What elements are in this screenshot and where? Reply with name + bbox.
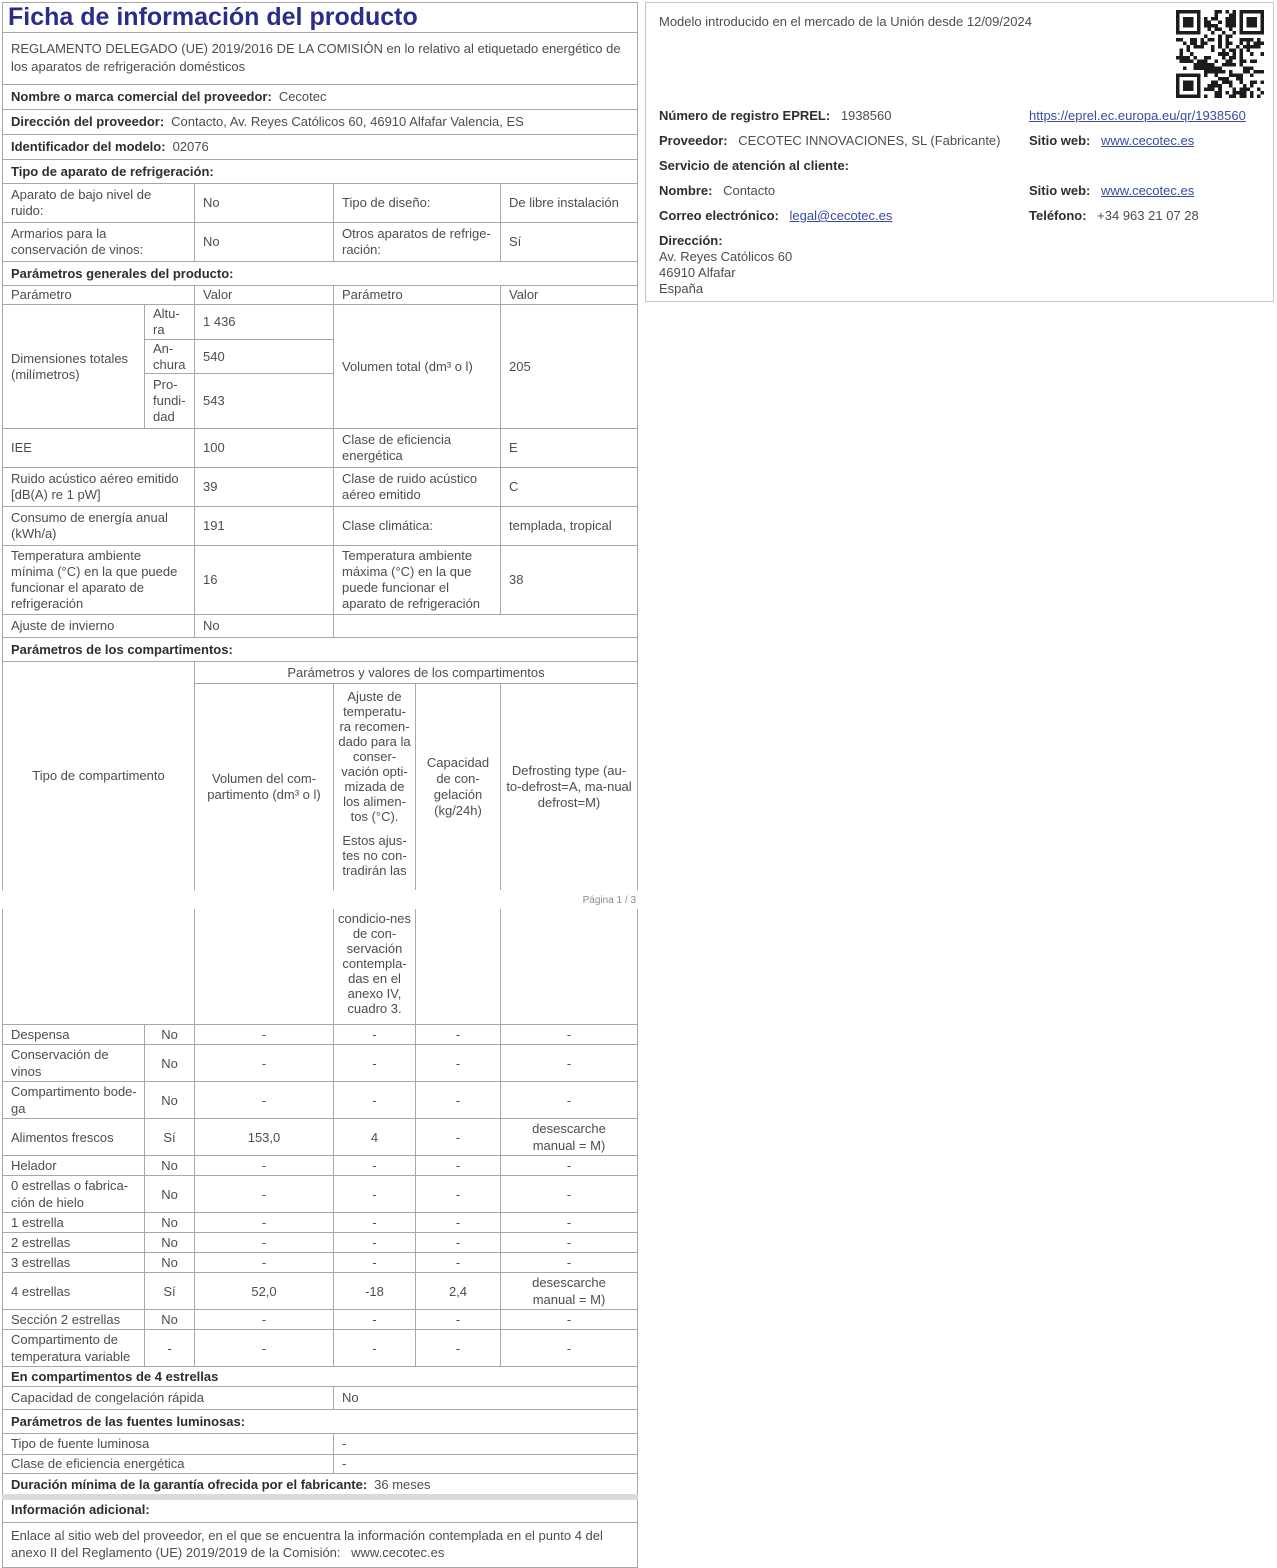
param-cell: Temperatura ambiente máxima (°C) en la que puede funcionar el aparato de refrigeración — [333, 546, 500, 614]
model-id-row — [2, 134, 638, 160]
compartments-group-header: Parámetros y valores de los compartimentos — [194, 662, 637, 684]
compartment-temp: - — [333, 1156, 415, 1175]
product-fiche-document — [2, 2, 638, 1568]
general-param-row — [2, 506, 638, 546]
empty-cell — [194, 909, 333, 1024]
compartment-label: Conservación de vinos — [11, 1047, 109, 1079]
additional-info-text: Enlace al sitio web del proveedor, en el que se encuentra la información contemplada en el punto 4 del anexo II del Reglamento (UE) 2019/2019 de la Comisión: www.cecotec.es — [2, 1522, 638, 1568]
temp-setting-continuation-row — [3, 909, 637, 1024]
param-cell: Tipo de diseño: — [333, 184, 500, 222]
website-label: Sitio web: — [1029, 133, 1091, 148]
compartment-defrost: - — [500, 1310, 637, 1329]
compartment-row — [3, 1081, 637, 1118]
value-cell: No — [194, 184, 333, 222]
compartment-capacity: - — [415, 1025, 500, 1044]
compartment-present: Sí — [144, 1273, 194, 1309]
value-cell: 16 — [194, 546, 333, 614]
supplier-address-row — [2, 109, 638, 135]
compartment-label: Compartimento de temperatura variable — [11, 1332, 131, 1364]
param-cell: Ruido acústico aéreo emitido [dB(A) re 1 pW] — [11, 471, 179, 502]
compartment-present: No — [144, 1176, 194, 1212]
warranty-value: 36 meses — [374, 1477, 431, 1492]
compartment-defrost: desescarche manual = M) — [500, 1119, 637, 1155]
compartment-label: Alimentos frescos — [11, 1129, 114, 1145]
compartment-label: 0 estrellas o fabrica-ción de hielo — [11, 1178, 129, 1210]
column-header-temp-setting: Ajuste de temperatu-ra recomen-dado para la conser-vación opti-mizada de los alimen-tos (°C). Estos ajus-tes no con-tradirán las — [333, 684, 415, 890]
eprel-label: Número de registro EPREL: — [659, 108, 831, 123]
supplier-address-value: Contacto, Av. Reyes Católicos 60, 46910 Alfafar Valencia, ES — [171, 114, 524, 129]
dimensions-row — [2, 304, 638, 429]
contact-name-row — [659, 183, 1261, 199]
compartment-present: No — [144, 1045, 194, 1081]
param-cell: Armarios para la conservación de vinos: — [3, 222, 194, 261]
light-source-type-row — [2, 1433, 638, 1455]
compartment-capacity: - — [415, 1253, 500, 1272]
general-param-row — [2, 545, 638, 615]
compartment-capacity: 2,4 — [415, 1273, 500, 1309]
supplier-name-value: Cecotec — [278, 89, 327, 104]
contact-name-label: Nombre: — [659, 183, 713, 198]
value-cell: 39 — [194, 468, 333, 506]
compartment-present: No — [144, 1025, 194, 1044]
param-cell: Dimensiones totales (milímetros) — [11, 350, 129, 382]
compartment-temp: - — [333, 1310, 415, 1329]
type-section-heading: Tipo de aparato de refrigeración: — [2, 159, 638, 184]
param-cell: Clase climática: — [333, 507, 500, 545]
address-label: Dirección: — [659, 233, 723, 248]
compartment-label: 3 estrellas — [11, 1255, 71, 1270]
param-cell: Otros aparatos de refrige-ración: — [333, 222, 500, 261]
compartment-defrost: - — [500, 1330, 637, 1366]
service-website-link[interactable]: www.cecotec.es — [1101, 183, 1195, 198]
param-cell: Capacidad de congelación rápida — [11, 1390, 204, 1405]
compartment-temp: - — [333, 1176, 415, 1212]
compartment-label: 2 estrellas — [11, 1235, 71, 1250]
title-row — [2, 2, 638, 33]
general-params-heading: Parámetros generales del producto: — [2, 261, 638, 286]
compartment-row — [3, 1118, 637, 1155]
compartment-temp: - — [333, 1045, 415, 1081]
supplier-website-link[interactable]: www.cecotec.es — [1101, 133, 1195, 148]
supplier-name-row — [2, 84, 638, 110]
compartment-row — [3, 1155, 637, 1175]
address-line: España — [659, 281, 704, 296]
customer-service-heading: Servicio de atención al cliente: — [659, 158, 850, 173]
compartment-capacity: - — [415, 1310, 500, 1329]
compartment-row — [3, 1272, 637, 1309]
compartment-row — [3, 1309, 637, 1329]
qr-code — [1176, 10, 1264, 98]
regulation-subtitle: REGLAMENTO DELEGADO (UE) 2019/2016 DE LA COMISIÓN en lo relativo al etiquetado energético de los aparatos de refrigeración domésticos — [2, 32, 638, 85]
param-cell: Temperatura ambiente mínima (°C) en la que puede funcionar el aparato de refrigeración — [11, 548, 178, 611]
compartments-data-table — [2, 909, 638, 1367]
compartment-volume: - — [194, 1310, 333, 1329]
compartment-volume: - — [194, 1156, 333, 1175]
value-cell: - — [333, 1455, 637, 1473]
compartment-capacity: - — [415, 1045, 500, 1081]
param-cell: Aparato de bajo nivel de ruido: — [11, 187, 152, 218]
compartment-temp: - — [333, 1233, 415, 1252]
compartment-defrost: - — [500, 1082, 637, 1118]
value-cell: No — [194, 222, 333, 261]
compartment-defrost: desescarche manual = M) — [500, 1273, 637, 1309]
column-header-type: Tipo de compartimento — [32, 768, 165, 783]
appliance-type-table — [2, 183, 638, 262]
compartment-label: Helador — [11, 1158, 57, 1173]
compartment-capacity: - — [415, 1156, 500, 1175]
compartment-defrost: - — [500, 1025, 637, 1044]
compartment-volume: - — [194, 1330, 333, 1366]
dimension-value: 543 — [194, 373, 333, 428]
market-intro-text: Modelo introducido en el mercado de la Unión desde 12/09/2024 — [659, 14, 1032, 29]
value-cell: C — [500, 468, 637, 506]
compartment-capacity: - — [415, 1176, 500, 1212]
address-row — [659, 233, 1261, 297]
phone-value: +34 963 21 07 28 — [1097, 208, 1199, 223]
compartment-capacity: - — [415, 1119, 500, 1155]
eprel-value: 1938560 — [840, 108, 892, 123]
compartment-present: No — [144, 1156, 194, 1175]
compartment-defrost: - — [500, 1213, 637, 1232]
compartment-capacity: - — [415, 1330, 500, 1366]
value-cell: templada, tropical — [500, 507, 637, 545]
compartment-row — [3, 1252, 637, 1272]
model-id-value: 02076 — [172, 139, 209, 154]
compartment-defrost: - — [500, 1176, 637, 1212]
value-cell: Sí — [500, 222, 637, 261]
compartment-label: 4 estrellas — [11, 1283, 71, 1299]
empty-cell — [333, 615, 637, 637]
supplier-value: CECOTEC INNOVACIONES, SL (Fabricante) — [738, 133, 1001, 148]
compartment-temp: - — [333, 1025, 415, 1044]
compartment-temp: 4 — [333, 1119, 415, 1155]
dimension-value: 1 436 — [194, 305, 333, 339]
email-label: Correo electrónico: — [659, 208, 779, 223]
compartment-row — [3, 1232, 637, 1252]
eprel-link[interactable]: https://eprel.ec.europa.eu/qr/1938560 — [1029, 108, 1246, 123]
website-label: Sitio web: — [1029, 183, 1091, 198]
supplier-name-label: Nombre o marca comercial del proveedor: — [11, 89, 272, 104]
value-cell: 205 — [500, 305, 637, 428]
supplier-website-text: www.cecotec.es — [351, 1545, 445, 1560]
compartment-row — [3, 1329, 637, 1366]
compartment-present: Sí — [144, 1119, 194, 1155]
column-header-capacity: Capacidad de con-gelación (kg/24h) — [415, 684, 500, 890]
supplier-address-label: Dirección del proveedor: — [11, 114, 165, 129]
param-cell: Clase de eficiencia energética — [11, 1456, 185, 1471]
value-cell: - — [333, 1434, 637, 1454]
warranty-label: Duración mínima de la garantía ofrecida por el fabricante: — [11, 1477, 368, 1492]
dimension-sub-label: Pro-fundi-dad — [144, 373, 194, 428]
fast-freeze-row — [2, 1386, 638, 1410]
compartment-volume: - — [194, 1213, 333, 1232]
param-cell: Clase de eficiencia energética — [333, 429, 500, 467]
winter-setting-row — [2, 614, 638, 638]
value-cell: De libre instalación — [500, 184, 637, 222]
value-cell: E — [500, 429, 637, 467]
panel-details — [659, 108, 1261, 306]
compartment-volume: - — [194, 1082, 333, 1118]
customer-service-row — [659, 158, 1261, 174]
compartment-volume: - — [194, 1253, 333, 1272]
compartment-defrost: - — [500, 1045, 637, 1081]
compartment-label: Compartimento bode-ga — [11, 1084, 137, 1116]
phone-label: Teléfono: — [1029, 208, 1087, 223]
four-star-heading: En compartimentos de 4 estrellas — [2, 1366, 638, 1387]
additional-info-heading: Información adicional: — [2, 1496, 638, 1523]
compartment-present: No — [144, 1310, 194, 1329]
dimension-sub-label: An-chura — [144, 339, 194, 373]
compartment-row — [3, 1044, 637, 1081]
value-cell: 191 — [194, 507, 333, 545]
value-cell: No — [194, 615, 333, 637]
general-params-header-row — [2, 285, 638, 305]
compartment-present: - — [144, 1330, 194, 1366]
empty-cell — [3, 909, 194, 1024]
address-line: 46910 Alfafar — [659, 265, 736, 280]
email-link[interactable]: legal@cecotec.es — [789, 208, 893, 223]
eprel-info-panel — [645, 2, 1274, 302]
temp-setting-continuation: condicio-nes de con-servación contempla-das en el anexo IV, cuadro 3. — [333, 909, 415, 1024]
supplier-row — [659, 133, 1261, 149]
column-header-defrost: Defrosting type (au-to-defrost=A, ma-nual defrost=M) — [500, 684, 637, 890]
contact-email-row — [659, 208, 1261, 224]
compartment-volume: - — [194, 1176, 333, 1212]
value-cell: No — [333, 1387, 637, 1409]
param-cell: Clase de ruido acústico aéreo emitido — [333, 468, 500, 506]
address-line: Av. Reyes Católicos 60 — [659, 249, 793, 264]
param-cell: IEE — [11, 440, 32, 455]
compartment-present: No — [144, 1213, 194, 1232]
empty-cell — [415, 909, 500, 1024]
dimension-value: 540 — [194, 339, 333, 373]
column-header: Valor — [194, 286, 333, 304]
compartment-capacity: - — [415, 1233, 500, 1252]
compartment-volume: 153,0 — [194, 1119, 333, 1155]
column-header-volume: Volumen del com-partimento (dm³ o l) — [194, 684, 333, 890]
compartment-temp: -18 — [333, 1273, 415, 1309]
value-cell: 38 — [500, 546, 637, 614]
compartment-present: No — [144, 1253, 194, 1272]
compartments-header-table — [2, 661, 638, 890]
compartment-capacity: - — [415, 1082, 500, 1118]
light-sources-heading: Parámetros de las fuentes luminosas: — [2, 1409, 638, 1434]
compartment-volume: - — [194, 1233, 333, 1252]
eprel-row — [659, 108, 1261, 124]
compartment-label: 1 estrella — [11, 1215, 64, 1230]
compartment-row — [3, 1024, 637, 1044]
compartment-defrost: - — [500, 1233, 637, 1252]
general-param-row — [2, 428, 638, 468]
column-header: Parámetro — [11, 287, 72, 302]
compartment-capacity: - — [415, 1213, 500, 1232]
compartment-temp: - — [333, 1082, 415, 1118]
compartment-defrost: - — [500, 1156, 637, 1175]
dimension-sub-label: Altu-ra — [144, 305, 194, 339]
supplier-label: Proveedor: — [659, 133, 728, 148]
compartment-volume: - — [194, 1045, 333, 1081]
param-cell: Tipo de fuente luminosa — [11, 1436, 150, 1451]
compartment-label: Sección 2 estrellas — [11, 1312, 121, 1327]
compartment-row — [3, 1175, 637, 1212]
compartment-volume: 52,0 — [194, 1273, 333, 1309]
compartment-temp: - — [333, 1330, 415, 1366]
param-cell: Volumen total (dm³ o l) — [333, 305, 500, 428]
compartment-defrost: - — [500, 1253, 637, 1272]
column-header: Parámetro — [333, 286, 500, 304]
empty-cell — [500, 909, 637, 1024]
param-cell: Ajuste de invierno — [11, 618, 115, 633]
column-header: Valor — [500, 286, 637, 304]
compartment-volume: - — [194, 1025, 333, 1044]
light-source-class-row — [2, 1454, 638, 1474]
param-cell: Consumo de energía anual (kWh/a) — [11, 510, 168, 541]
compartment-temp: - — [333, 1213, 415, 1232]
compartments-heading: Parámetros de los compartimentos: — [2, 637, 638, 662]
model-id-label: Identificador del modelo: — [11, 139, 166, 154]
compartment-label: Despensa — [11, 1027, 70, 1042]
value-cell: 100 — [194, 429, 333, 467]
compartment-present: No — [144, 1233, 194, 1252]
compartment-present: No — [144, 1082, 194, 1118]
compartment-temp: - — [333, 1253, 415, 1272]
general-param-row — [2, 467, 638, 507]
page-number: Página 1 / 3 — [582, 895, 636, 906]
page-title: Ficha de información del producto — [8, 3, 418, 31]
contact-name-value: Contacto — [723, 183, 776, 198]
compartment-row — [3, 1212, 637, 1232]
page-separator — [2, 1494, 638, 1500]
